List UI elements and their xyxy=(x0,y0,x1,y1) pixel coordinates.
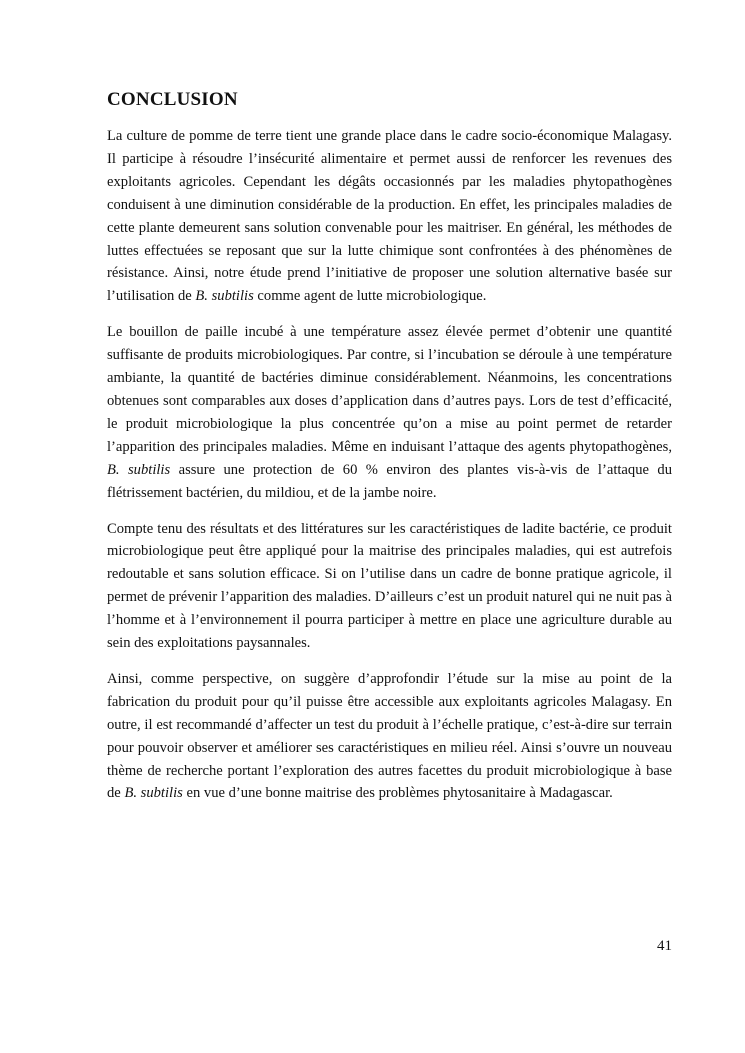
paragraph-2-species-name: B. subtilis xyxy=(107,461,171,478)
paragraph-1-species-name: B. subtilis xyxy=(195,288,254,305)
paragraph-1 xyxy=(107,125,672,308)
paragraph-1-text-b: comme agent de lutte microbiologique. xyxy=(253,288,487,305)
paragraph-3-text: Compte tenu des résultats et des littératures sur les caractéristiques de ladite bactérie, ce produit microbiologique peut être appliqué pour la maitrise des principales maladies, qui est autrefois redoutable et sans solution efficace. Si on l’utilise dans un cadre de bonne pratique agricole, il permet de prévenir l’apparition des maladies. D’ailleurs c’est un produit naturel qui ne nuit pas à l’homme et à l’environnement il pourra participer à mettre en place une agriculture durable au sein des exploitations paysannales. xyxy=(107,520,672,652)
paragraph-1-text-a: La culture de pomme de terre tient une grande place dans le cadre socio-économique Malagasy. Il participe à résoudre l’insécurité alimentaire et permet aussi de renforcer les revenues des exploitants agricoles. Cependant les dégâts occasionnés par les maladies phytopathogènes conduisent à une diminution considérable de la production. En effet, les principales maladies de cette plante demeurent sans solution convenable pour les maitriser. En général, les méthodes de luttes effectuées se reposant que sur la lutte chimique sont confrontées à des phénomènes de résistance. Ainsi, notre étude prend l’initiative de proposer une solution alternative basée sur l’utilisation de xyxy=(107,128,672,305)
paragraph-4-text-a: Ainsi, comme perspective, on suggère d’approfondir l’étude sur la mise au point de la fabrication du produit pour qu’il puisse être accessible aux exploitants agricoles Malagasy. En outre, il est recommandé d’affecter un test du produit à l’échelle pratique, c’est-à-dire sur terrain pour pouvoir observer et améliorer ses caractéristiques en milieu réel. Ainsi s’ouvre un nouveau thème de recherche portant l’exploration des autres facettes du produit microbiologique à base de xyxy=(107,670,672,802)
paragraph-2-text-b: assure une protection de 60 % environ des plantes vis-à-vis de l’attaque du flétrissement bactérien, du mildiou, et de la jambe noire. xyxy=(107,461,672,501)
document-page xyxy=(107,88,672,818)
paragraph-2 xyxy=(107,321,672,504)
page-title: CONCLUSION xyxy=(107,89,238,110)
paragraph-2-text-a: Le bouillon de paille incubé à une température assez élevée permet d’obtenir une quantité suffisante de produits microbiologiques. Par contre, si l’incubation se déroule à une température ambiante, la quantité de bactéries diminue considérablement. Néanmoins, les concentrations obtenues sont comparables aux doses d’application dans d’autres pays. Lors de test d’efficacité, le produit microbiologique la plus concentrée qu’on a mise au point permet de retarder l’apparition des principales maladies. Même en induisant l’attaque des agents phytopathogènes, xyxy=(107,324,672,455)
paragraph-4 xyxy=(107,668,672,805)
paragraph-4-species-name: B. subtilis xyxy=(124,785,183,802)
page-number: 41 xyxy=(657,938,672,954)
paragraph-4-text-b: en vue d’une bonne maitrise des problèmes phytosanitaire à Madagascar. xyxy=(182,785,613,802)
paragraph-3 xyxy=(107,518,672,655)
